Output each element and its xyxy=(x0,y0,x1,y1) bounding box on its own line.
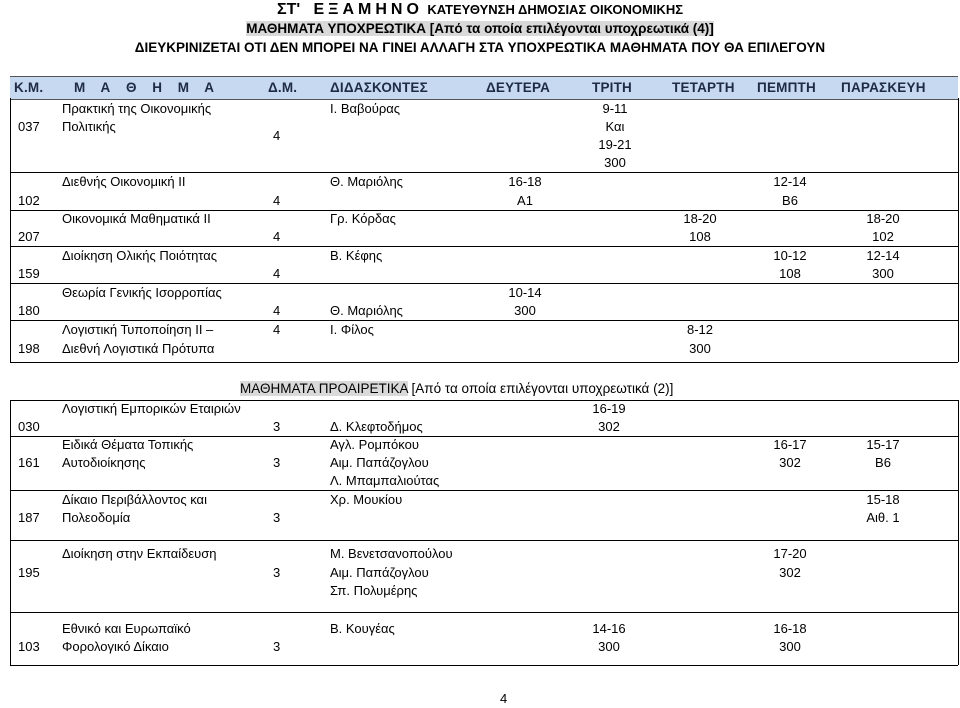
course-teacher: Θ. Μαριόλης xyxy=(330,303,403,318)
course-title-cont: Διεθνή Λογιστικά Πρότυπα xyxy=(62,341,215,356)
course-teacher: Αιμ. Παπάζογλου xyxy=(330,565,429,580)
friday-slot-room: 300 xyxy=(872,266,894,281)
header-semester-prefix: ΣΤ' xyxy=(276,1,301,18)
header-line-1 xyxy=(0,0,960,20)
course-code: 030 xyxy=(18,419,40,434)
course-credits: 4 xyxy=(273,128,281,143)
monday-slot-time: 16-18 xyxy=(508,174,542,189)
course-credits: 4 xyxy=(273,266,281,281)
course-code: 195 xyxy=(18,565,40,580)
course-credits: 3 xyxy=(273,565,281,580)
course-teacher: Λ. Μπαμπαλιούτας xyxy=(330,473,440,488)
elective-table-left-border xyxy=(10,400,11,665)
course-teacher: Μ. Βενετσανοπούλου xyxy=(330,546,453,561)
thursday-slot-time: 17-20 xyxy=(773,546,807,561)
course-teacher: Β. Κέφης xyxy=(330,248,383,263)
column-header-wednesday: ΤΕΤΑΡΤΗ xyxy=(672,80,735,95)
elective-table-bottom-border xyxy=(10,665,958,666)
course-teacher: Χρ. Μουκίου xyxy=(330,492,403,507)
thursday-slot-time: 12-14 xyxy=(773,174,807,189)
wednesday-slot-room: 300 xyxy=(598,639,620,654)
tuesday-slot-and: Και xyxy=(605,119,625,134)
elective-title-highlight: ΜΑΘΗΜΑΤΑ ΠΡΟΑΙΡΕΤΙΚΑ xyxy=(240,381,408,396)
column-header-course: Μ Α Θ Η Μ Α xyxy=(74,80,220,95)
elective-section-title xyxy=(240,381,673,396)
mandatory-table-left-border xyxy=(10,98,11,362)
course-teacher: Β. Κουγέας xyxy=(330,621,395,636)
course-title: Λογιστική Εμπορικών Εταιριών xyxy=(62,401,241,416)
thursday-slot-time: 10-12 xyxy=(773,248,807,263)
course-title: Διοίκηση Ολικής Ποιότητας xyxy=(62,248,218,263)
tuesday-slot-time: 9-11 xyxy=(602,101,628,116)
course-code: 207 xyxy=(18,229,40,244)
wednesday-slot-time: 14-16 xyxy=(592,621,626,636)
friday-slot-room: Β6 xyxy=(875,455,891,470)
course-credits: 3 xyxy=(273,510,281,525)
thursday-slot-room: 108 xyxy=(779,266,801,281)
course-title-cont: Πολεοδομία xyxy=(62,510,131,525)
course-title: Εθνικό και Ευρωπαϊκό xyxy=(62,621,191,636)
course-title: Οικονομικά Μαθηματικά ΙΙ xyxy=(62,211,211,226)
column-header-thursday: ΠΕΜΠΤΗ xyxy=(757,80,816,95)
column-header-credits: Δ.Μ. xyxy=(268,80,298,95)
monday-slot-room: Α1 xyxy=(517,193,533,208)
course-code: 187 xyxy=(18,510,40,525)
elective-table-right-border xyxy=(958,400,959,665)
course-teacher: Ι. Φίλος xyxy=(330,322,374,337)
thursday-slot-room: Β6 xyxy=(782,193,798,208)
friday-slot-room: Αιθ. 1 xyxy=(866,510,900,525)
column-header-tuesday: ΤΡΙΤΗ xyxy=(592,80,632,95)
course-title: Διοίκηση στην Εκπαίδευση xyxy=(62,546,217,561)
course-credits: 3 xyxy=(273,639,281,654)
column-header-teachers: ΔΙΔΑΣΚΟΝΤΕΣ xyxy=(330,80,428,95)
course-title: Πρακτική της Οικονομικής xyxy=(62,101,212,116)
course-title-cont: Αυτοδιοίκησης xyxy=(62,455,146,470)
column-header-code: Κ.Μ. xyxy=(14,80,44,95)
wednesday-slot-room: 300 xyxy=(689,341,711,356)
wednesday-slot-time: 16-19 xyxy=(592,401,626,416)
course-teacher: Δ. Κλεφτοδήμος xyxy=(330,419,423,434)
column-header-friday: ΠΑΡΑΣΚΕΥΗ xyxy=(841,80,926,95)
course-title: Διεθνής Οικονομική ΙΙ xyxy=(62,174,186,189)
tuesday-slot-room: 300 xyxy=(604,155,626,170)
course-code: 161 xyxy=(18,455,40,470)
thursday-slot-room: 300 xyxy=(779,639,801,654)
course-teacher: Ι. Βαβούρας xyxy=(330,101,401,116)
monday-slot-time: 10-14 xyxy=(508,285,542,300)
thursday-slot-time: 16-18 xyxy=(773,621,807,636)
course-code: 037 xyxy=(18,119,40,134)
course-teacher: Αιμ. Παπάζογλου xyxy=(330,455,429,470)
row-divider xyxy=(10,612,958,613)
thursday-slot-room: 302 xyxy=(779,565,801,580)
header-semester: ΕΞΑΜΗΝΟ xyxy=(313,1,423,18)
header-mandatory-title: ΜΑΘΗΜΑΤΑ ΥΠΟΧΡΕΩΤΙΚΑ [Από τα οποία επιλέγονται υποχρεωτικά (4)] xyxy=(246,21,714,36)
course-credits: 3 xyxy=(273,419,281,434)
friday-slot-time: 15-17 xyxy=(866,437,900,452)
wednesday-slot-time: 8-12 xyxy=(686,322,714,337)
friday-slot-time: 18-20 xyxy=(866,211,900,226)
row-divider xyxy=(10,540,958,541)
course-credits: 3 xyxy=(273,455,281,470)
header-line-3 xyxy=(0,39,960,57)
course-title: Δίκαιο Περιβάλλοντος και xyxy=(62,492,207,507)
friday-slot-room: 102 xyxy=(872,229,894,244)
course-title: Θεωρία Γενικής Ισορροπίας xyxy=(62,285,222,300)
column-header-monday: ΔΕΥΤΕΡΑ xyxy=(486,80,551,95)
mandatory-table-right-border xyxy=(958,98,959,362)
course-teacher: Αγλ. Ρομπόκου xyxy=(330,437,419,452)
course-title: Ειδικά Θέματα Τοπικής xyxy=(62,437,194,452)
elective-title-note: [Από τα οποία επιλέγονται υποχρεωτικά (2)] xyxy=(407,381,674,396)
course-credits: 4 xyxy=(273,229,281,244)
thursday-slot-room: 302 xyxy=(779,455,801,470)
course-teacher: Γρ. Κόρδας xyxy=(330,211,396,226)
course-code: 159 xyxy=(18,266,40,281)
course-title-cont: Φορολογικό Δίκαιο xyxy=(62,639,169,654)
course-code: 180 xyxy=(18,303,40,318)
page-number: 4 xyxy=(500,691,508,706)
course-title-cont: Πολιτικής xyxy=(62,119,116,134)
header-direction: ΚΑΤΕΥΘΥΝΣΗ ΔΗΜΟΣΙΑΣ ΟΙΚΟΝΟΜΙΚΗΣ xyxy=(427,2,684,17)
monday-slot-room: 300 xyxy=(514,303,536,318)
course-credits: 4 xyxy=(273,322,281,337)
friday-slot-time: 15-18 xyxy=(866,492,900,507)
course-code: 103 xyxy=(18,639,40,654)
mandatory-table-bottom-border xyxy=(10,362,958,363)
course-title: Λογιστική Τυποποίηση ΙΙ – xyxy=(62,322,214,337)
friday-slot-time: 12-14 xyxy=(866,248,900,263)
course-teacher: Σπ. Πολυμέρης xyxy=(330,583,418,598)
tuesday-slot-time-2: 19-21 xyxy=(598,137,632,152)
course-teacher: Θ. Μαριόλης xyxy=(330,174,403,189)
wednesday-slot-room: 302 xyxy=(598,419,620,434)
wednesday-slot-room: 108 xyxy=(689,229,711,244)
course-code: 102 xyxy=(18,193,40,208)
header-note: ΔΙΕΥΚΡΙΝΙΖΕΤΑΙ ΟΤΙ ΔΕΝ ΜΠΟΡΕΙ ΝΑ ΓΙΝΕΙ ΑΛΛΑΓΗ ΣΤΑ ΥΠΟΧΡΕΩΤΙΚΑ ΜΑΘΗΜΑΤΑ ΠΟΥ ΘΑ ΕΠΙΛΕΓΟΥΝ xyxy=(134,40,826,55)
wednesday-slot-time: 18-20 xyxy=(683,211,717,226)
header-line-2 xyxy=(0,20,960,38)
thursday-slot-time: 16-17 xyxy=(773,437,807,452)
course-credits: 4 xyxy=(273,193,281,208)
course-code: 198 xyxy=(18,341,40,356)
course-credits: 4 xyxy=(273,303,281,318)
